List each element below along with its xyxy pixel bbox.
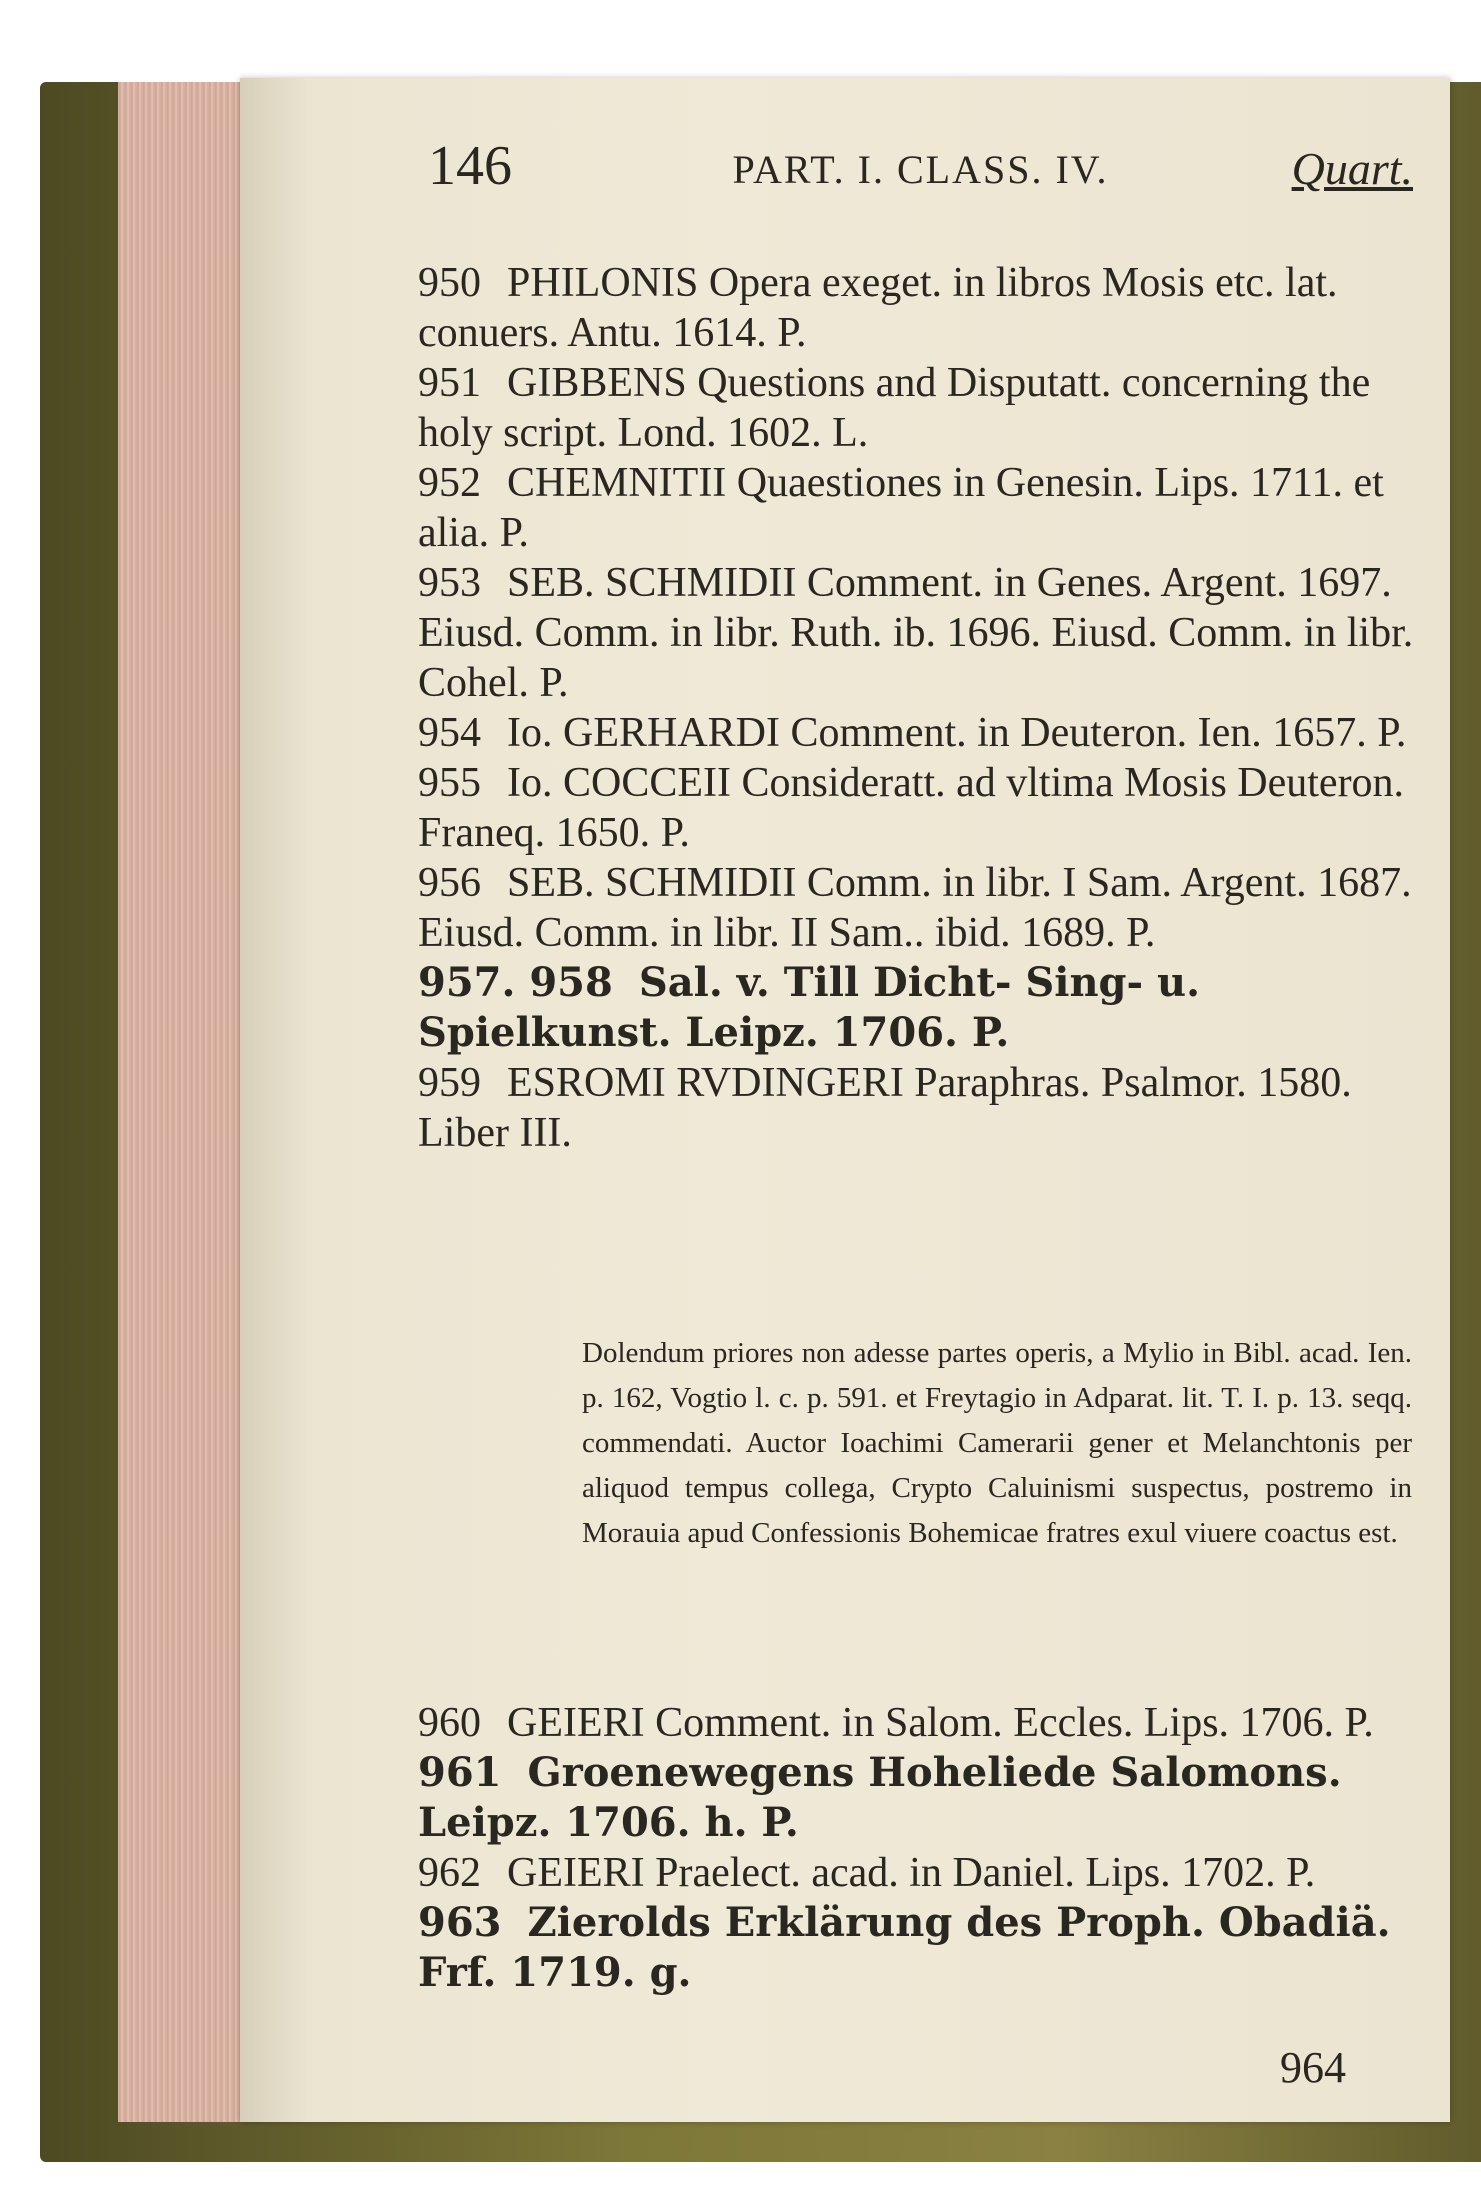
entry-951: 951 GIBBENS Questions and Disputatt. concerning the holy script. Lond. 1602. L. xyxy=(418,360,1371,456)
format-label: Quart. xyxy=(1291,143,1413,194)
page-number: 146 xyxy=(428,135,512,197)
entry-956: 956 SEB. SCHMIDII Comm. in libr. I Sam. Argent. 1687. Eiusd. Comm. in libr. II Sam.. ibid. 1689. P. xyxy=(418,860,1412,956)
running-head: PART. I. CLASS. IV. xyxy=(732,147,1109,192)
editorial-note: Dolendum priores non adesse partes operis, a Mylio in Bibl. acad. Ien. p. 162, Vogtio l. c. p. 591. et Freytagio in Adparat. lit. T. I. p. 13. seqq. commendati. Auctor Ioachimi Camerarii gener et Melanchtonis per aliquod tempus collega, Crypto Caluinismi suspectus, postremo in Morauia apud Confessionis Bohemicae fratres exul viuere coactus est. xyxy=(582,1337,1412,1549)
entry-953: 953 SEB. SCHMIDII Comment. in Genes. Argent. 1697. Eiusd. Comm. in libr. Ruth. ib. 1696. Eiusd. Comm. in libr. Cohel. P. xyxy=(418,560,1414,706)
entry-962: 962 GEIERI Praelect. acad. in Daniel. Lips. 1702. P. xyxy=(418,1850,1316,1896)
book-page xyxy=(240,78,1450,2122)
entry-952: 952 CHEMNITII Quaestiones in Genesin. Lips. 1711. et alia. P. xyxy=(418,460,1384,556)
page-header xyxy=(428,134,1413,204)
entry-959: 959 ESROMI RVDINGERI Paraphras. Psalmor. 1580. Liber III. xyxy=(418,1060,1352,1156)
entry-957-958: 957. 958 Sal. v. Till Dicht- Sing- u. Spielkunst. Leipz. 1706. P. xyxy=(418,959,1201,1056)
catchword: 964 xyxy=(1280,2043,1346,2092)
entry-961: 961 Groenewegens Hoheliede Salomons. Leipz. 1706. h. P. xyxy=(418,1749,1342,1846)
entry-963: 963 Zierolds Erklärung des Proph. Obadiä. Frf. 1719. g. xyxy=(418,1899,1391,1996)
catalog-entries xyxy=(418,238,1418,1158)
entry-954: 954 Io. GERHARDI Comment. in Deuteron. Ien. 1657. P. xyxy=(418,710,1407,756)
entry-955: 955 Io. COCCEII Consideratt. ad vltima Mosis Deuteron. Franeq. 1650. P. xyxy=(418,760,1405,856)
entry-950: 950 PHILONIS Opera exeget. in libros Mosis etc. lat. conuers. Antu. 1614. P. xyxy=(418,260,1338,356)
entry-960: 960 GEIERI Comment. in Salom. Eccles. Lips. 1706. P. xyxy=(418,1700,1374,1746)
catalog-entries-continued xyxy=(418,1698,1418,1998)
